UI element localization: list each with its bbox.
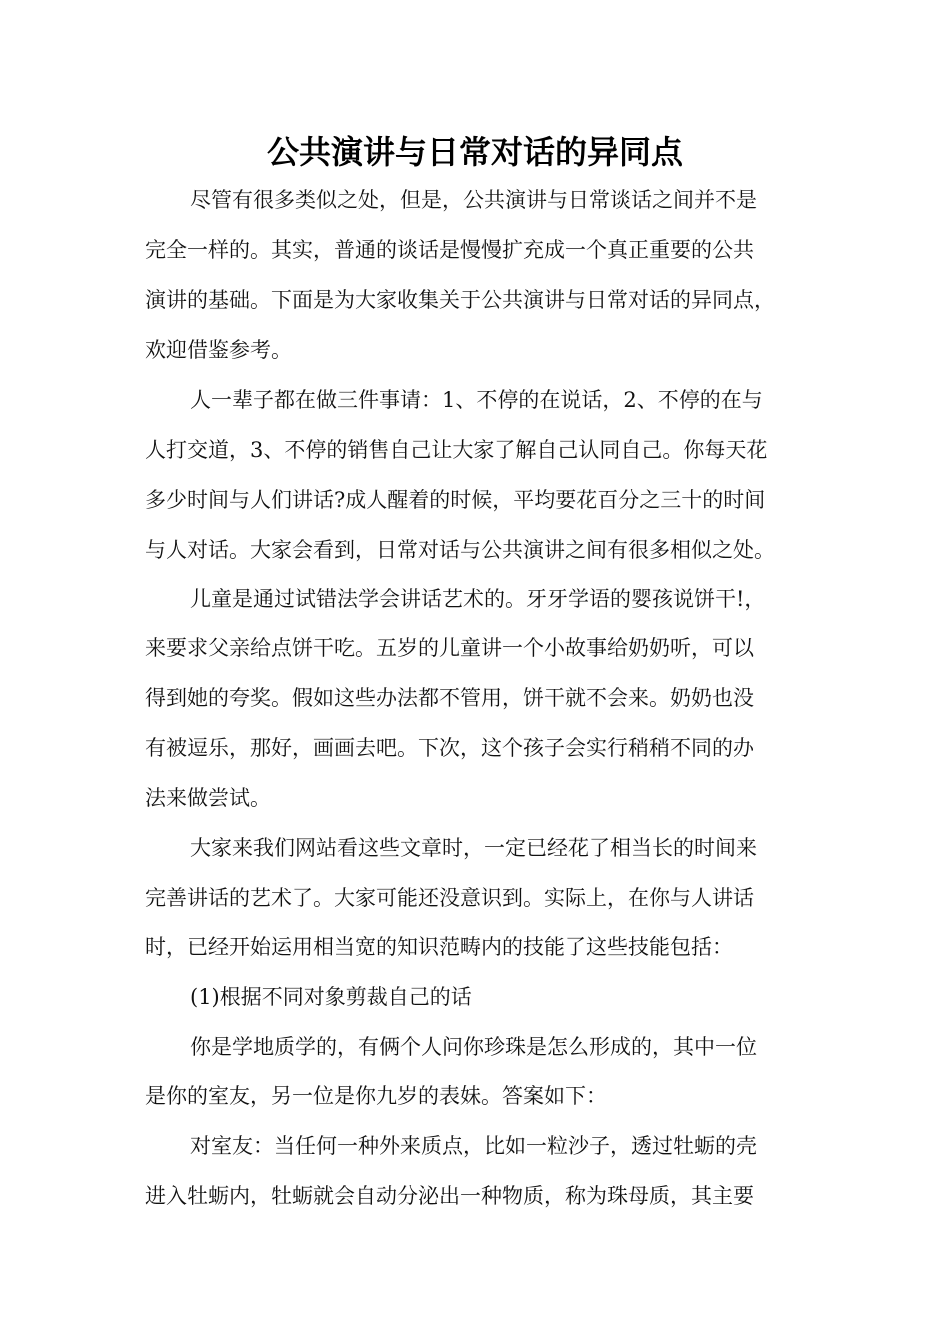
paragraph-line: 与人对话。大家会看到，日常对话与公共演讲之间有很多相似之处。 bbox=[145, 538, 775, 562]
document-title: 公共演讲与日常对话的异同点 bbox=[266, 133, 683, 171]
paragraph-line: 完善讲话的艺术了。大家可能还没意识到。实际上，在你与人讲话 bbox=[145, 886, 754, 910]
paragraph-line: 对室友：当任何一种外来质点，比如一粒沙子，透过牡蛎的壳 bbox=[190, 1134, 757, 1158]
list-heading-line: (1)根据不同对象剪裁自己的话 bbox=[190, 985, 472, 1009]
paragraph-line: 来要求父亲给点饼干吃。五岁的儿童讲一个小故事给奶奶听，可以 bbox=[145, 636, 754, 660]
paragraph-line: 法来做尝试。 bbox=[145, 786, 271, 810]
paragraph-line: 欢迎借鉴参考。 bbox=[145, 338, 292, 362]
paragraph-line: 尽管有很多类似之处，但是，公共演讲与日常谈话之间并不是 bbox=[190, 188, 757, 212]
paragraph-line: 人一辈子都在做三件事请：1、不停的在说话，2、不停的在与 bbox=[190, 388, 763, 412]
paragraph-line: 进入牡蛎内，牡蛎就会自动分泌出一种物质，称为珠母质，其主要 bbox=[145, 1184, 754, 1208]
paragraph-line: 多少时间与人们讲话?成人醒着的时候，平均要花百分之三十的时间 bbox=[145, 488, 766, 512]
paragraph-line: 演讲的基础。下面是为大家收集关于公共演讲与日常对话的异同点， bbox=[145, 288, 775, 312]
paragraph-line: 有被逗乐，那好，画画去吧。下次，这个孩子会实行稍稍不同的办 bbox=[145, 736, 754, 760]
paragraph-line: 得到她的夸奖。假如这些办法都不管用，饼干就不会来。奶奶也没 bbox=[145, 686, 754, 710]
paragraph-line: 大家来我们网站看这些文章时，一定已经花了相当长的时间来 bbox=[190, 836, 757, 860]
paragraph-line: 完全一样的。其实，普通的谈话是慢慢扩充成一个真正重要的公共 bbox=[145, 238, 754, 262]
paragraph-line: 你是学地质学的，有俩个人问你珍珠是怎么形成的，其中一位 bbox=[190, 1035, 757, 1059]
paragraph-line: 人打交道，3、不停的销售自己让大家了解自己认同自己。你每天花 bbox=[145, 438, 768, 462]
paragraph-line: 时，已经开始运用相当宽的知识范畴内的技能了这些技能包括： bbox=[145, 935, 733, 959]
paragraph-line: 儿童是通过试错法学会讲话艺术的。牙牙学语的婴孩说饼干!， bbox=[190, 587, 766, 611]
paragraph-line: 是你的室友，另一位是你九岁的表妹。答案如下： bbox=[145, 1084, 607, 1108]
